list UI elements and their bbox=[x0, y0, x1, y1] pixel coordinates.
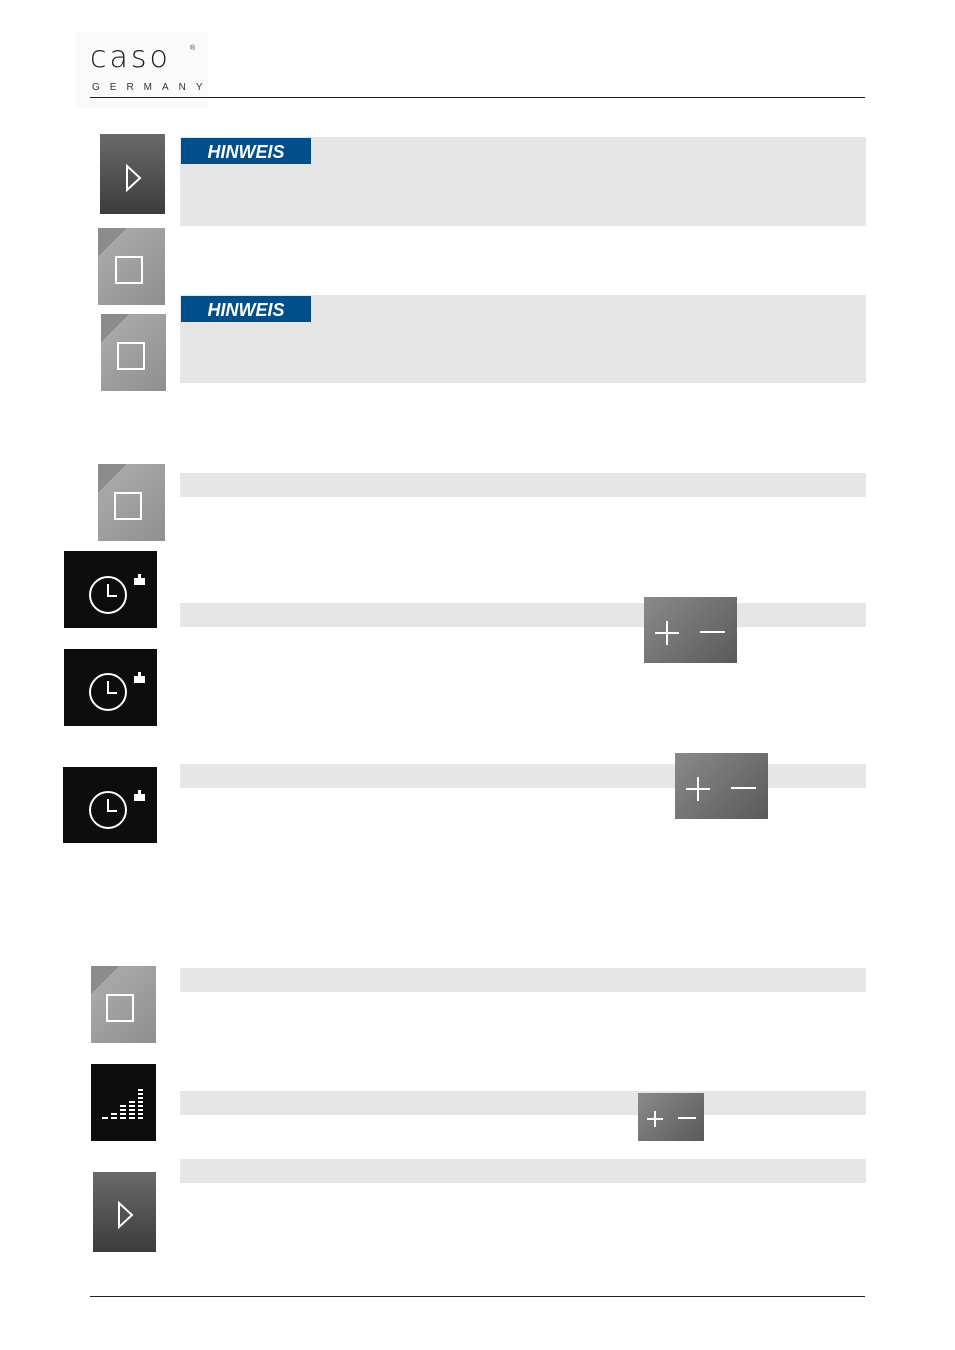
timer-button-image bbox=[64, 649, 157, 726]
brand-name: caso bbox=[90, 40, 171, 75]
hinweis-label: HINWEIS bbox=[181, 138, 311, 164]
stop-button-image bbox=[101, 314, 166, 391]
plus-minus-button-image bbox=[675, 753, 768, 819]
plus-minus-icon bbox=[675, 753, 768, 819]
play-button-image bbox=[93, 1172, 156, 1252]
hinweis-label: HINWEIS bbox=[181, 296, 311, 322]
footer-rule bbox=[90, 1296, 865, 1297]
plus-minus-button-image bbox=[638, 1093, 704, 1141]
stop-button-image bbox=[98, 464, 165, 541]
timer-clock-icon bbox=[63, 767, 157, 843]
timer-clock-icon bbox=[64, 649, 157, 726]
power-level-button-image bbox=[91, 1064, 156, 1141]
plus-minus-button-image bbox=[644, 597, 737, 663]
plus-minus-icon bbox=[638, 1093, 704, 1141]
stop-square-icon bbox=[98, 228, 165, 305]
stop-square-icon bbox=[101, 314, 166, 391]
play-icon bbox=[100, 134, 165, 214]
highlight-bar bbox=[180, 1159, 866, 1183]
highlight-bar bbox=[180, 603, 866, 627]
stop-square-icon bbox=[91, 966, 156, 1043]
power-level-bars-icon bbox=[91, 1064, 156, 1141]
play-button-image bbox=[100, 134, 165, 214]
stop-square-icon bbox=[98, 464, 165, 541]
plus-minus-icon bbox=[644, 597, 737, 663]
play-icon bbox=[93, 1172, 156, 1252]
brand-subtitle: GERMANY bbox=[92, 82, 213, 93]
timer-button-image bbox=[63, 767, 157, 843]
registered-mark: ® bbox=[190, 45, 196, 52]
stop-button-image bbox=[98, 228, 165, 305]
highlight-bar bbox=[180, 968, 866, 992]
highlight-bar bbox=[180, 1091, 866, 1115]
highlight-bar bbox=[180, 473, 866, 497]
timer-button-image bbox=[64, 551, 157, 628]
timer-clock-icon bbox=[64, 551, 157, 628]
stop-button-image bbox=[91, 966, 156, 1043]
header-rule bbox=[90, 97, 865, 98]
